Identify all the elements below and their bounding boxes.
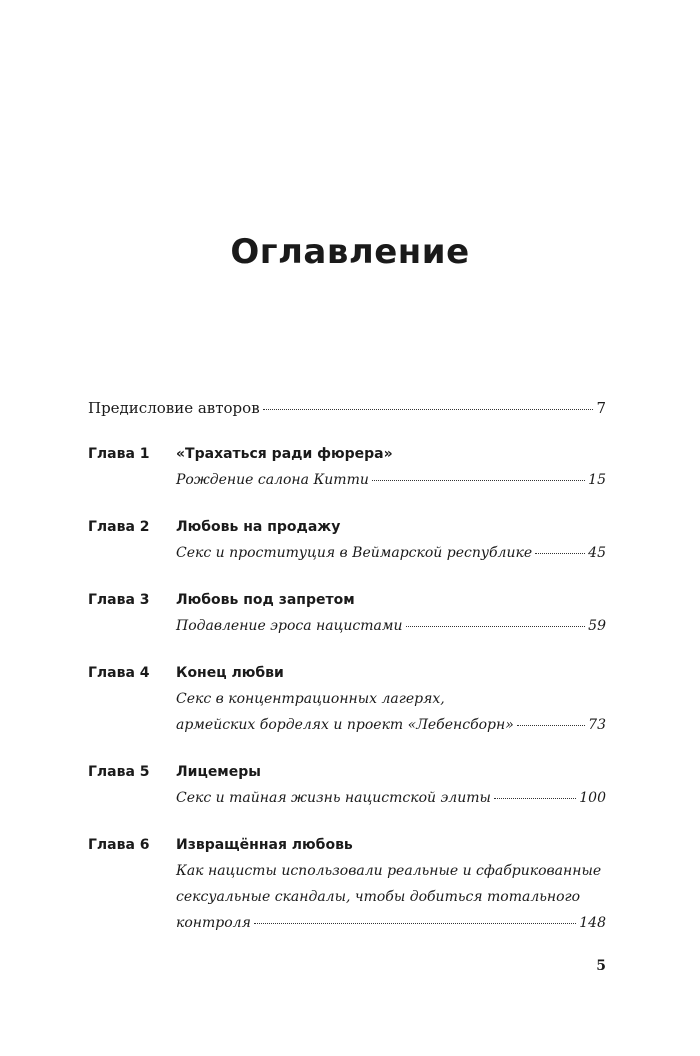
subtitle-text: армейских борделях и проект «Лебенсборн» bbox=[176, 717, 514, 733]
chapter-label: Глава 2 bbox=[88, 519, 150, 535]
chapter-label: Глава 5 bbox=[88, 764, 150, 780]
leader-dots bbox=[406, 625, 586, 627]
page-number: 15 bbox=[588, 472, 606, 488]
chapter-subtitle-line bbox=[176, 785, 606, 811]
subtitle-text: Подавление эроса нацистами bbox=[176, 618, 403, 634]
leader-dots bbox=[372, 479, 585, 481]
folio-page-number: 5 bbox=[596, 958, 606, 974]
chapter-body bbox=[176, 441, 606, 493]
chapter-title: Любовь под запретом bbox=[176, 592, 355, 608]
chapter-subtitle-line bbox=[176, 540, 606, 566]
leader-dots bbox=[263, 408, 594, 410]
chapter-label: Глава 1 bbox=[88, 446, 150, 462]
chapter-body bbox=[176, 587, 606, 639]
chapter-body bbox=[176, 660, 606, 738]
chapter-body bbox=[176, 832, 606, 936]
subtitle-text: Секс в концентрационных лагерях, bbox=[176, 691, 445, 707]
chapter-subtitle-line bbox=[176, 910, 606, 936]
chapter-subtitle-line bbox=[176, 712, 606, 738]
page-title: Оглавление bbox=[230, 232, 470, 272]
subtitle-text: Секс и тайная жизнь нацистской элиты bbox=[176, 790, 491, 806]
toc-entry-preface[interactable] bbox=[88, 395, 606, 421]
toc-entry-chapter-4[interactable] bbox=[88, 660, 606, 738]
page-number: 73 bbox=[588, 717, 606, 733]
page-number: 45 bbox=[588, 545, 606, 561]
subtitle-text: Секс и проституция в Веймарской республике bbox=[176, 545, 533, 561]
page-number: 59 bbox=[588, 618, 606, 634]
chapter-body bbox=[176, 514, 606, 566]
subtitle-text: сексуальные скандалы, чтобы добиться тотального bbox=[176, 889, 581, 905]
table-of-contents bbox=[88, 395, 606, 957]
chapter-label: Глава 3 bbox=[88, 592, 150, 608]
page-number: 7 bbox=[596, 399, 606, 417]
chapter-subtitle-line bbox=[176, 467, 606, 493]
subtitle-text: Как нацисты использовали реальные и сфабрикованные bbox=[176, 863, 602, 879]
page-number: 100 bbox=[579, 790, 606, 806]
toc-entry-chapter-2[interactable] bbox=[88, 514, 606, 566]
chapter-title: «Трахаться ради фюрера» bbox=[176, 446, 393, 462]
subtitle-text: контроля bbox=[176, 915, 251, 931]
chapter-title: Извращённая любовь bbox=[176, 837, 353, 853]
subtitle-text: Рождение салона Китти bbox=[176, 472, 369, 488]
leader-dots bbox=[535, 552, 585, 554]
preface-title: Предисловие авторов bbox=[88, 399, 260, 417]
chapter-label: Глава 4 bbox=[88, 665, 150, 681]
leader-dots bbox=[517, 724, 585, 726]
leader-dots bbox=[494, 797, 576, 799]
chapter-subtitle-line bbox=[176, 613, 606, 639]
chapter-title: Лицемеры bbox=[176, 764, 261, 780]
chapter-title: Конец любви bbox=[176, 665, 284, 681]
chapter-body bbox=[176, 759, 606, 811]
toc-entry-chapter-3[interactable] bbox=[88, 587, 606, 639]
page-number: 148 bbox=[579, 915, 606, 931]
chapter-label: Глава 6 bbox=[88, 837, 150, 853]
toc-entry-chapter-5[interactable] bbox=[88, 759, 606, 811]
toc-entry-chapter-1[interactable] bbox=[88, 441, 606, 493]
toc-entry-chapter-6[interactable] bbox=[88, 832, 606, 936]
leader-dots bbox=[254, 922, 576, 924]
chapter-title: Любовь на продажу bbox=[176, 519, 341, 535]
